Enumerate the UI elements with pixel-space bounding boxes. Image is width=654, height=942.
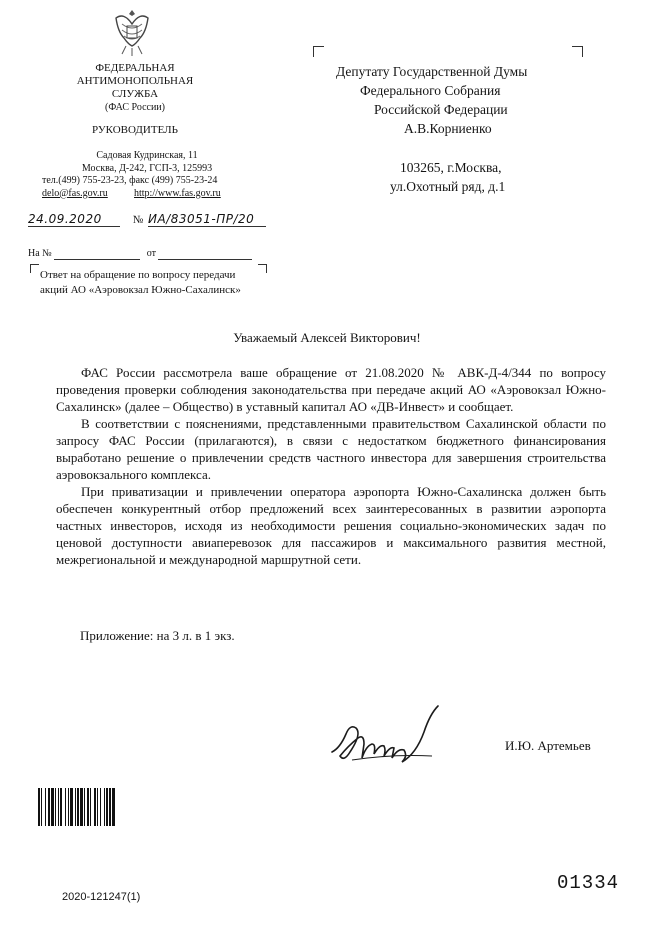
sender-org-line1: ФЕДЕРАЛЬНАЯ — [95, 62, 175, 74]
incoming-number-label: На № — [28, 248, 52, 259]
barcode-bar — [55, 788, 56, 826]
incoming-date-label: от — [146, 248, 156, 259]
incoming-number-blank — [54, 248, 140, 260]
recipient-name: А.В.Корниенко — [404, 121, 492, 136]
recipient-address-line1: 103265, г.Москва, — [400, 160, 502, 175]
outgoing-number-prefix: № — [132, 214, 144, 226]
recipient-line3: Российской Федерации — [374, 102, 508, 117]
barcode-bar — [45, 788, 46, 826]
barcode-bar — [38, 788, 40, 826]
barcode-bar — [60, 788, 62, 826]
subject: Ответ на обращение по вопросу передачи акций АО «Аэровокзал Южно-Сахалинск» — [40, 269, 241, 296]
barcode-bar — [87, 788, 89, 826]
sender-address-line2: Москва, Д-242, ГСП-3, 125993 — [81, 162, 213, 174]
outgoing-date: 24.09.2020 — [28, 212, 120, 227]
sender-address-line3: тел.(499) 755-23-23, факс (499) 755-23-24 — [42, 175, 218, 186]
sender-website-link[interactable]: http://www.fas.gov.ru — [134, 187, 221, 199]
incoming-reference — [28, 248, 268, 260]
barcode-bar — [100, 788, 101, 826]
stamp-number: 01334 — [557, 872, 620, 894]
barcode-bar — [109, 788, 111, 826]
barcode-bar — [41, 788, 42, 826]
signer-name: И.Ю. Артемьев — [505, 738, 591, 753]
registration-number: 2020-121247(1) — [62, 891, 141, 903]
barcode-bar — [104, 788, 105, 826]
barcode-bar — [94, 788, 96, 826]
recipient-corner-left — [313, 46, 324, 57]
barcode-bar — [48, 788, 50, 826]
attachment-note: Приложение: на 3 л. в 1 экз. — [80, 628, 235, 643]
barcode-bar — [58, 788, 59, 826]
recipient-address — [390, 158, 590, 196]
incoming-date-blank — [158, 248, 252, 260]
outgoing-number: ИА/83051-ПР/20 — [148, 212, 266, 227]
recipient-line1: Депутату Государственной Думы — [336, 64, 528, 79]
barcode-bar — [80, 788, 83, 826]
recipient-line2: Федерального Собрания — [360, 83, 501, 98]
barcode-bar — [106, 788, 108, 826]
body-paragraph-3: При приватизации и привлечении оператора аэропорта Южно-Сахалинска должен быть обеспечен конкурентный отбор предложений всех заинтересованных в развитии аэропорта частных инвесторов, исходя из необходимости решения социально-экономических задач по ценовой доступности авиаперевозок для пассажиров и максимального развития местной, межрегиональной и международной маршрутной сети. — [56, 484, 606, 567]
body-paragraph-1: ФАС России рассмотрела ваше обращение от 21.08.2020 № АВК-Д-4/344 по вопросу проведения проверки соблюдения законодательства при передаче акций АО «Аэровокзал Южно-Сахалинск» (далее – Общество) в уставный капитал АО «ДВ-Инвест» и сообщает. — [56, 365, 606, 414]
sender-address — [42, 150, 252, 200]
sender-block — [40, 62, 230, 114]
sender-email-link[interactable]: delo@fas.gov.ru — [42, 187, 108, 199]
barcode — [38, 788, 160, 826]
letter-body — [56, 364, 606, 568]
sender-org-line2: АНТИМОНОПОЛЬНАЯ — [76, 75, 194, 87]
recipient-address-line2: ул.Охотный ряд, д.1 — [390, 179, 506, 194]
barcode-bar — [68, 788, 69, 826]
signature-icon — [322, 690, 472, 776]
barcode-bar — [77, 788, 79, 826]
body-paragraph-2: В соответствии с пояснениями, представленными правительством Сахалинской области по запросу ФАС России (прилагаются), в связи с недостатком бюджетного финансирования выработано решение о привлечении средств частного инвестора для завершения строительства аэровокзального комплекса. — [56, 416, 606, 482]
sender-title: РУКОВОДИТЕЛЬ — [92, 124, 178, 136]
barcode-bar — [97, 788, 98, 826]
barcode-bar — [84, 788, 85, 826]
coat-of-arms-icon — [108, 6, 156, 58]
sender-address-line1: Садовая Кудринская, 11 — [96, 150, 198, 161]
barcode-bar — [90, 788, 91, 826]
sender-org-short: (ФАС России) — [105, 102, 165, 113]
barcode-bar — [112, 788, 115, 826]
sender-org-line3: СЛУЖБА — [111, 88, 159, 100]
barcode-bar — [51, 788, 54, 826]
subject-corner-left — [30, 264, 39, 273]
recipient-corner-right — [572, 46, 583, 57]
outgoing-reference — [28, 212, 268, 227]
salutation: Уважаемый Алексей Викторович! — [233, 330, 421, 345]
recipient-block — [336, 62, 576, 138]
barcode-bar — [75, 788, 76, 826]
barcode-bar — [70, 788, 73, 826]
barcode-bar — [65, 788, 66, 826]
